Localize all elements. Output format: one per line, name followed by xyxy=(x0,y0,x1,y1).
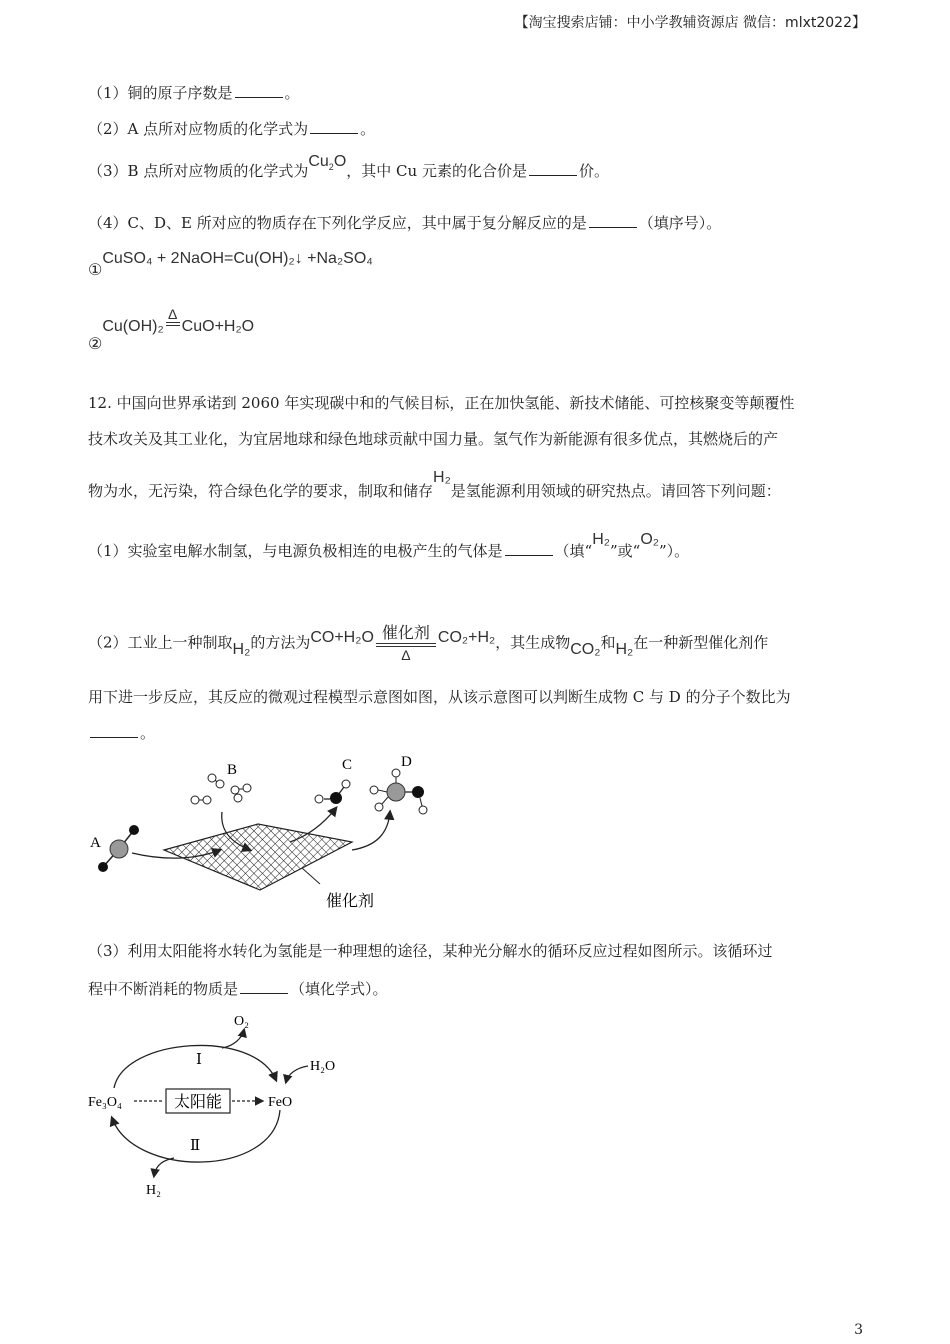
catalyst-label: 催化剂 xyxy=(326,893,375,910)
reaction-condition: 催化剂 Δ xyxy=(376,620,436,663)
reaction-2: ②Cu(OH)₂ Δ CuO+H₂O xyxy=(88,306,255,353)
answer-blank xyxy=(310,119,358,134)
solar-cycle-diagram xyxy=(84,1008,384,1203)
label-c: C xyxy=(342,757,353,773)
catalyst-reaction-diagram xyxy=(80,750,460,915)
q12-intro-line3: 物为水，无污染，符合绿色化学的要求，制取和储存H₂是氢能源利用领域的研究热点。请回答下列问题： xyxy=(88,469,781,500)
page-number: 3 xyxy=(854,1322,863,1338)
q11-part2: （2）A 点所对应物质的化学式为 。 xyxy=(88,120,376,138)
label-b: B xyxy=(227,762,238,778)
q11-part3: （3）B 点所对应物质的化学式为$Cu_2O$，其中 Cu 元素的化合价是 价。 xyxy=(88,153,609,180)
label-d: D xyxy=(401,754,412,770)
o2-label: O₂ xyxy=(234,1014,249,1029)
q12-part3-line1: （3）利用太阳能将水转化为氢能是一种理想的途径，某种光分解水的循环反应过程如图所示。该循环过 xyxy=(88,942,773,960)
q11-part4: （4）C、D、E 所对应的物质存在下列化学反应，其中属于复分解反应的是 （填序号）。 xyxy=(88,214,722,232)
answer-blank xyxy=(235,83,283,98)
answer-blank xyxy=(90,723,138,738)
fe3o4-label: Fe₃O₄ xyxy=(88,1095,122,1110)
feo-label: FeO xyxy=(268,1095,293,1110)
q12-part2-line3: 。 xyxy=(88,722,155,743)
q12-intro-line1: 12. 中国向世界承诺到 2060 年实现碳中和的气候目标，正在加快氢能、新技术储能、可控核聚变等颠覆性 xyxy=(88,394,795,412)
reaction-1: ①CuSO₄ + 2NaOH=Cu(OH)₂↓ +Na₂SO₄ xyxy=(88,250,373,279)
reaction-condition: Δ xyxy=(166,306,180,326)
answer-blank xyxy=(240,979,288,994)
solar-energy-label: 太阳能 xyxy=(173,1094,223,1111)
q12-part1: （1）实验室电解水制氢，与电源负极相连的电极产生的气体是 （填“H₂”或“O₂”）。 xyxy=(88,531,690,560)
answer-blank xyxy=(589,213,637,228)
answer-blank xyxy=(529,161,577,176)
q12-intro-line2: 技术攻关及其工业化，为宜居地球和绿色地球贡献中国力量。氢气作为新能源有很多优点，其燃烧后的产 xyxy=(88,430,779,448)
q12-part3-line2: 程中不断消耗的物质是 （填化学式）。 xyxy=(88,980,388,998)
h2o-label: H₂O xyxy=(310,1059,336,1074)
step-1-label: Ⅰ xyxy=(196,1052,202,1068)
label-a: A xyxy=(90,835,101,851)
cu2o-formula: $Cu_2O$ xyxy=(308,153,347,173)
step-2-label: Ⅱ xyxy=(190,1138,201,1154)
h2-label: H₂ xyxy=(146,1183,161,1198)
atom-black xyxy=(129,825,139,835)
q11-part1: （1）铜的原子序数是 。 xyxy=(88,84,300,102)
page-header: 【淘宝搜索店铺：中小学教辅资源店 微信：mlxt2022】 xyxy=(514,15,866,31)
atom-black xyxy=(98,862,108,872)
q12-part2: （2）工业上一种制取H₂的方法为CO+H₂O 催化剂 Δ CO₂+H₂，其生成物CO₂和H₂在一种新型催化剂作 xyxy=(88,622,768,665)
atom-grey xyxy=(110,840,128,858)
answer-blank xyxy=(505,541,553,556)
q12-part2-line2: 用下进一步反应，其反应的微观过程模型示意图如图，从该示意图可以判断生成物 C 与 D 的分子个数比为 xyxy=(88,688,791,706)
